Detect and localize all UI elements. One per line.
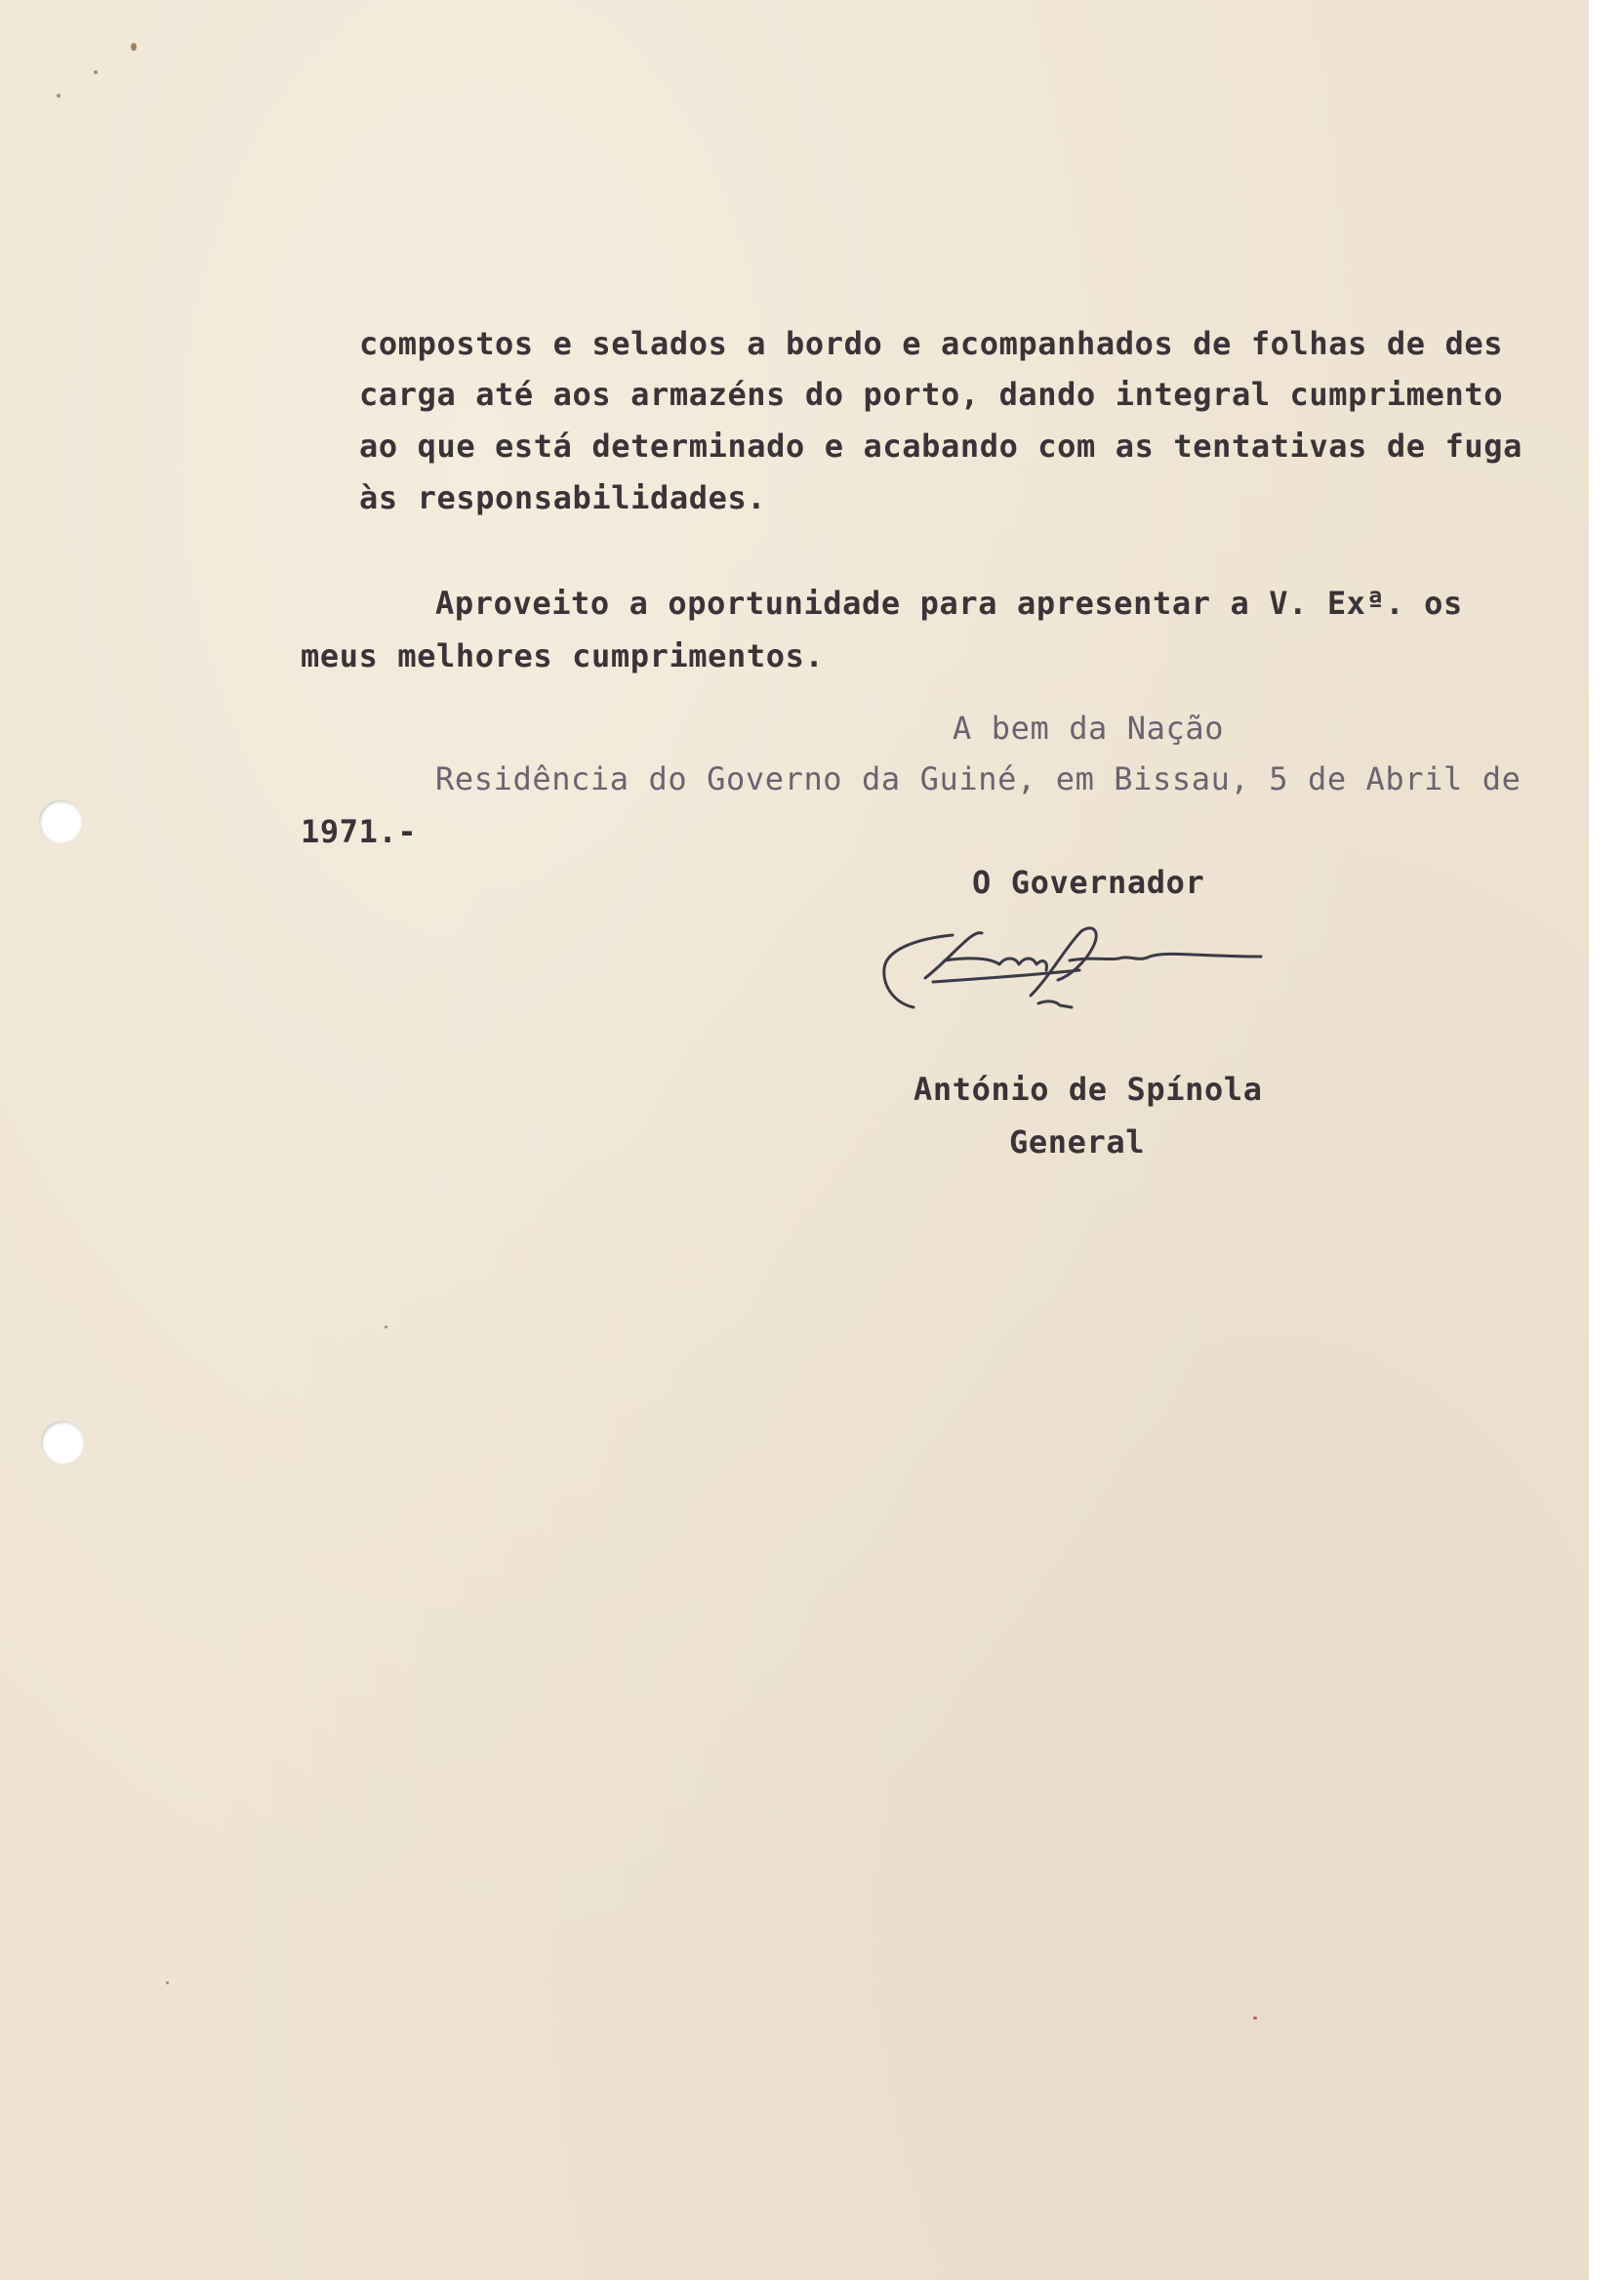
paper-speck bbox=[94, 70, 98, 74]
paper-speck bbox=[166, 1981, 169, 1984]
date-year: 1971.- bbox=[301, 813, 418, 850]
paper-speck bbox=[1253, 2017, 1257, 2019]
paper-speck bbox=[57, 94, 61, 98]
body-line-3: ao que está determinado e acabando com as tentativas de fuga bbox=[359, 428, 1522, 465]
salutation: A bem da Nação bbox=[953, 710, 1225, 747]
handwritten-signature bbox=[874, 918, 1275, 1025]
body-line-1: compostos e selados a bordo e acompanhados de folhas de des bbox=[359, 325, 1504, 362]
place-date: Residência do Governo da Guiné, em Bissau, 5 de Abril de bbox=[435, 760, 1522, 797]
closing-line-1: Aproveito a oportunidade para apresentar a V. Exª. os bbox=[435, 585, 1463, 622]
body-line-4: às responsabilidades. bbox=[359, 479, 767, 516]
paper-speck bbox=[131, 43, 137, 51]
signatory-rank: General bbox=[1009, 1123, 1146, 1161]
paper-speck bbox=[385, 1326, 387, 1328]
closing-line-2: meus melhores cumprimentos. bbox=[301, 637, 825, 674]
body-line-2: carga até aos armazéns do porto, dando integral cumprimento bbox=[359, 376, 1504, 413]
punch-hole-top bbox=[39, 800, 82, 843]
punch-hole-bottom bbox=[41, 1421, 84, 1464]
signatory-name: António de Spínola bbox=[914, 1071, 1263, 1108]
signatory-role: O Governador bbox=[972, 864, 1205, 901]
